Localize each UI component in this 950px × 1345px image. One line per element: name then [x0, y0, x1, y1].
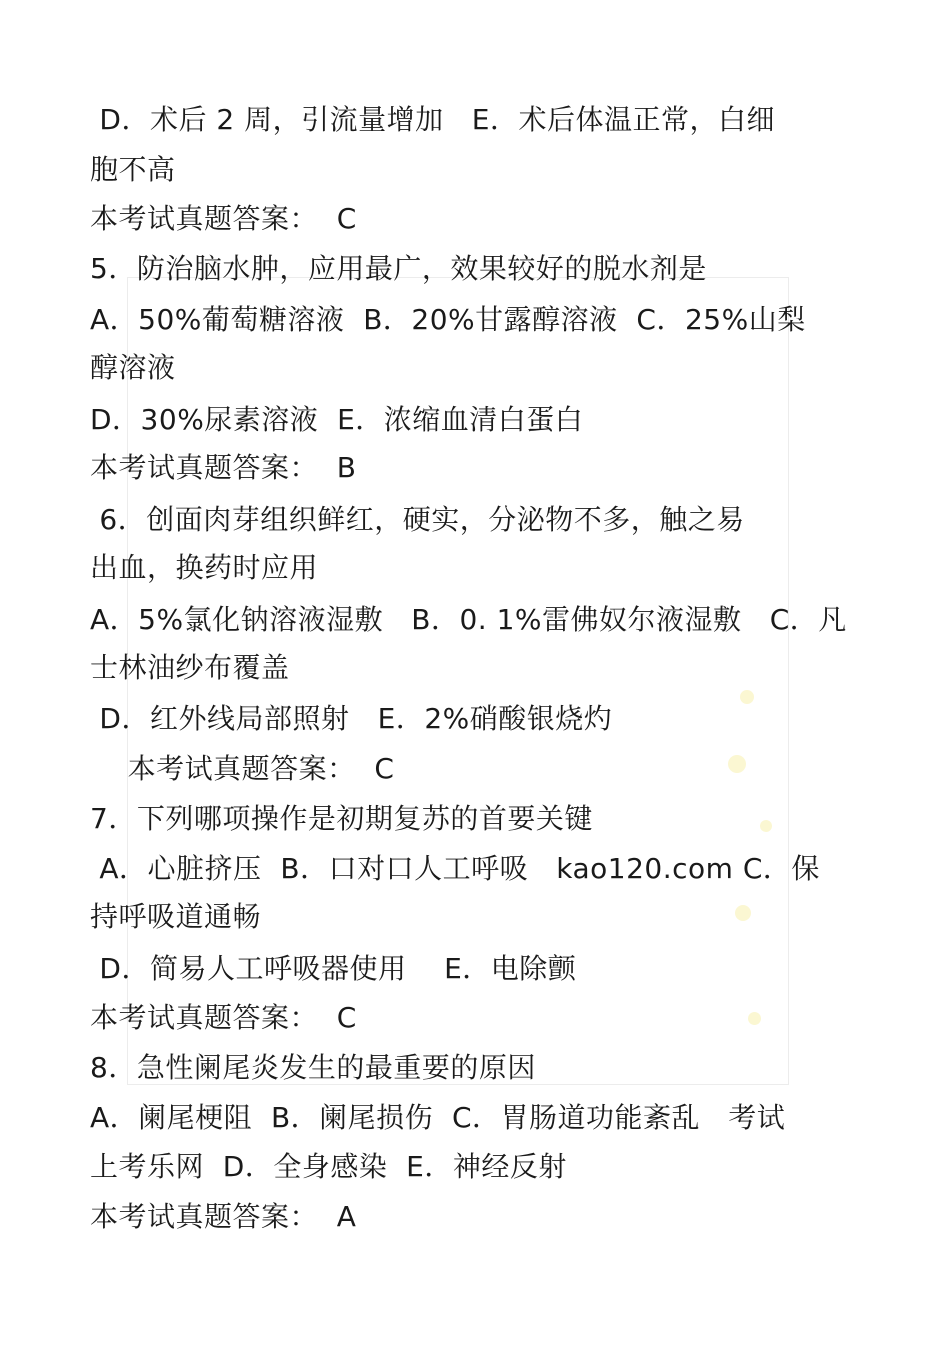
watermark-speck	[735, 905, 751, 921]
options-line: 上考乐网 D．全身感染 E．神经反射	[90, 1150, 567, 1183]
question-line: 6．创面肉芽组织鲜红，硬实，分泌物不多，触之易	[90, 503, 745, 536]
answer-line: 本考试真题答案： A	[90, 1200, 357, 1233]
answer-line: 本考试真题答案： C	[90, 752, 395, 785]
watermark-speck	[740, 690, 754, 704]
question-line: 8．急性阑尾炎发生的最重要的原因	[90, 1051, 536, 1084]
options-line: A．阑尾梗阻 B．阑尾损伤 C．胃肠道功能紊乱 考试	[90, 1101, 786, 1134]
options-line: 醇溶液	[90, 351, 176, 384]
watermark-speck	[728, 755, 746, 773]
question-line: 7．下列哪项操作是初期复苏的首要关键	[90, 802, 593, 835]
question-line: 5．防治脑水肿，应用最广，效果较好的脱水剂是	[90, 252, 707, 285]
question-line: 出血，换药时应用	[90, 551, 319, 584]
options-line: A．心脏挤压 B．口对口人工呼吸 kao120.com C．保	[90, 852, 820, 885]
answer-line: 本考试真题答案： C	[90, 202, 357, 235]
watermark-speck	[748, 1012, 761, 1025]
watermark-speck	[760, 820, 772, 832]
options-line: D．简易人工呼吸器使用 E．电除颤	[90, 952, 577, 985]
answer-line: 本考试真题答案： C	[90, 1001, 357, 1034]
options-line: 士林油纱布覆盖	[90, 651, 290, 684]
text-line: 胞不高	[90, 153, 176, 186]
options-line: A．50%葡萄糖溶液 B．20%甘露醇溶液 C．25%山梨	[90, 303, 806, 336]
answer-line: 本考试真题答案： B	[90, 451, 357, 484]
text-line: D．术后 2 周，引流量增加 E．术后体温正常，白细	[90, 103, 775, 136]
options-line: D．30%尿素溶液 E．浓缩血清白蛋白	[90, 403, 584, 436]
options-line: D．红外线局部照射 E．2%硝酸银烧灼	[90, 702, 613, 735]
options-line: A．5%氯化钠溶液湿敷 B．0. 1%雷佛奴尔液湿敷 C．凡	[90, 603, 847, 636]
options-line: 持呼吸道通畅	[90, 900, 262, 933]
